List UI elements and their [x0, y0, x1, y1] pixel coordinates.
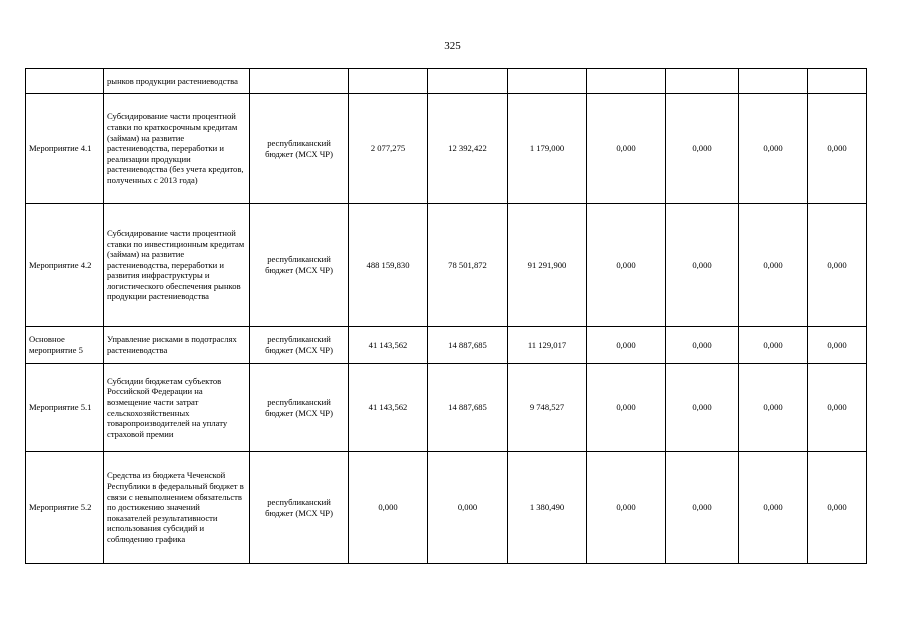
row-funding-source [250, 69, 349, 94]
row-code: Мероприятие 5.2 [26, 452, 104, 564]
row-value: 78 501,872 [428, 204, 508, 327]
row-value [508, 69, 587, 94]
row-value: 1 380,490 [508, 452, 587, 564]
row-value: 0,000 [666, 204, 739, 327]
row-value: 0,000 [739, 327, 808, 364]
row-code: Мероприятие 4.1 [26, 94, 104, 204]
table-row [26, 327, 867, 364]
row-value: 0,000 [739, 94, 808, 204]
row-value: 0,000 [587, 327, 666, 364]
table-row [26, 452, 867, 564]
row-value: 0,000 [666, 364, 739, 452]
row-value: 91 291,900 [508, 204, 587, 327]
row-funding-source: республиканский бюджет (МСХ ЧР) [250, 364, 349, 452]
row-value: 0,000 [587, 204, 666, 327]
table-row [26, 204, 867, 327]
row-value: 0,000 [808, 94, 867, 204]
row-value: 9 748,527 [508, 364, 587, 452]
row-description: Субсидии бюджетам субъектов Российской Федерации на возмещение части затрат сельскохозяйственных товаропроизводителей на уплату страховой премии [104, 364, 250, 452]
row-value: 1 179,000 [508, 94, 587, 204]
row-value: 488 159,830 [349, 204, 428, 327]
row-value [428, 69, 508, 94]
row-value: 0,000 [739, 452, 808, 564]
row-description: Средства из бюджета Чеченской Республики в федеральный бюджет в связи с невыполнением обязательств по достижению значений показателей результативности использования субсидий и соблюдению графика [104, 452, 250, 564]
row-code: Мероприятие 5.1 [26, 364, 104, 452]
row-value [739, 69, 808, 94]
row-funding-source: республиканский бюджет (МСХ ЧР) [250, 94, 349, 204]
row-value: 14 887,685 [428, 364, 508, 452]
row-value: 0,000 [428, 452, 508, 564]
row-value: 41 143,562 [349, 364, 428, 452]
row-funding-source: республиканский бюджет (МСХ ЧР) [250, 452, 349, 564]
row-description: Управление рисками в подотраслях растениеводства [104, 327, 250, 364]
row-value: 0,000 [808, 452, 867, 564]
row-value [587, 69, 666, 94]
row-value: 0,000 [587, 364, 666, 452]
row-value [349, 69, 428, 94]
row-description: рынков продукции растениеводства [104, 69, 250, 94]
table-row [26, 94, 867, 204]
row-value: 0,000 [587, 94, 666, 204]
row-value: 0,000 [349, 452, 428, 564]
row-value: 0,000 [666, 452, 739, 564]
row-funding-source: республиканский бюджет (МСХ ЧР) [250, 204, 349, 327]
budget-table [25, 68, 867, 564]
row-value: 0,000 [739, 364, 808, 452]
row-value: 0,000 [739, 204, 808, 327]
row-value: 14 887,685 [428, 327, 508, 364]
row-value: 0,000 [808, 327, 867, 364]
row-code: Основное мероприятие 5 [26, 327, 104, 364]
row-value: 12 392,422 [428, 94, 508, 204]
table-row [26, 364, 867, 452]
row-value: 11 129,017 [508, 327, 587, 364]
row-funding-source: республиканский бюджет (МСХ ЧР) [250, 327, 349, 364]
row-value: 2 077,275 [349, 94, 428, 204]
row-value [666, 69, 739, 94]
row-code [26, 69, 104, 94]
row-value: 0,000 [666, 327, 739, 364]
row-value: 0,000 [808, 364, 867, 452]
row-value [808, 69, 867, 94]
row-description: Субсидирование части процентной ставки по краткосрочным кредитам (займам) на развитие растениеводства, переработки и реализации продукции растениеводства (без учета кредитов, полученных с 2013 года) [104, 94, 250, 204]
row-code: Мероприятие 4.2 [26, 204, 104, 327]
row-value: 0,000 [808, 204, 867, 327]
page-number: 325 [444, 40, 461, 52]
row-value: 0,000 [587, 452, 666, 564]
table-row [26, 69, 867, 94]
row-value: 0,000 [666, 94, 739, 204]
row-description: Субсидирование части процентной ставки по инвестиционным кредитам (займам) на развитие растениеводства, переработки и развития инфраструктуры и логистического обеспечения рынков продукции растениеводства [104, 204, 250, 327]
row-value: 41 143,562 [349, 327, 428, 364]
